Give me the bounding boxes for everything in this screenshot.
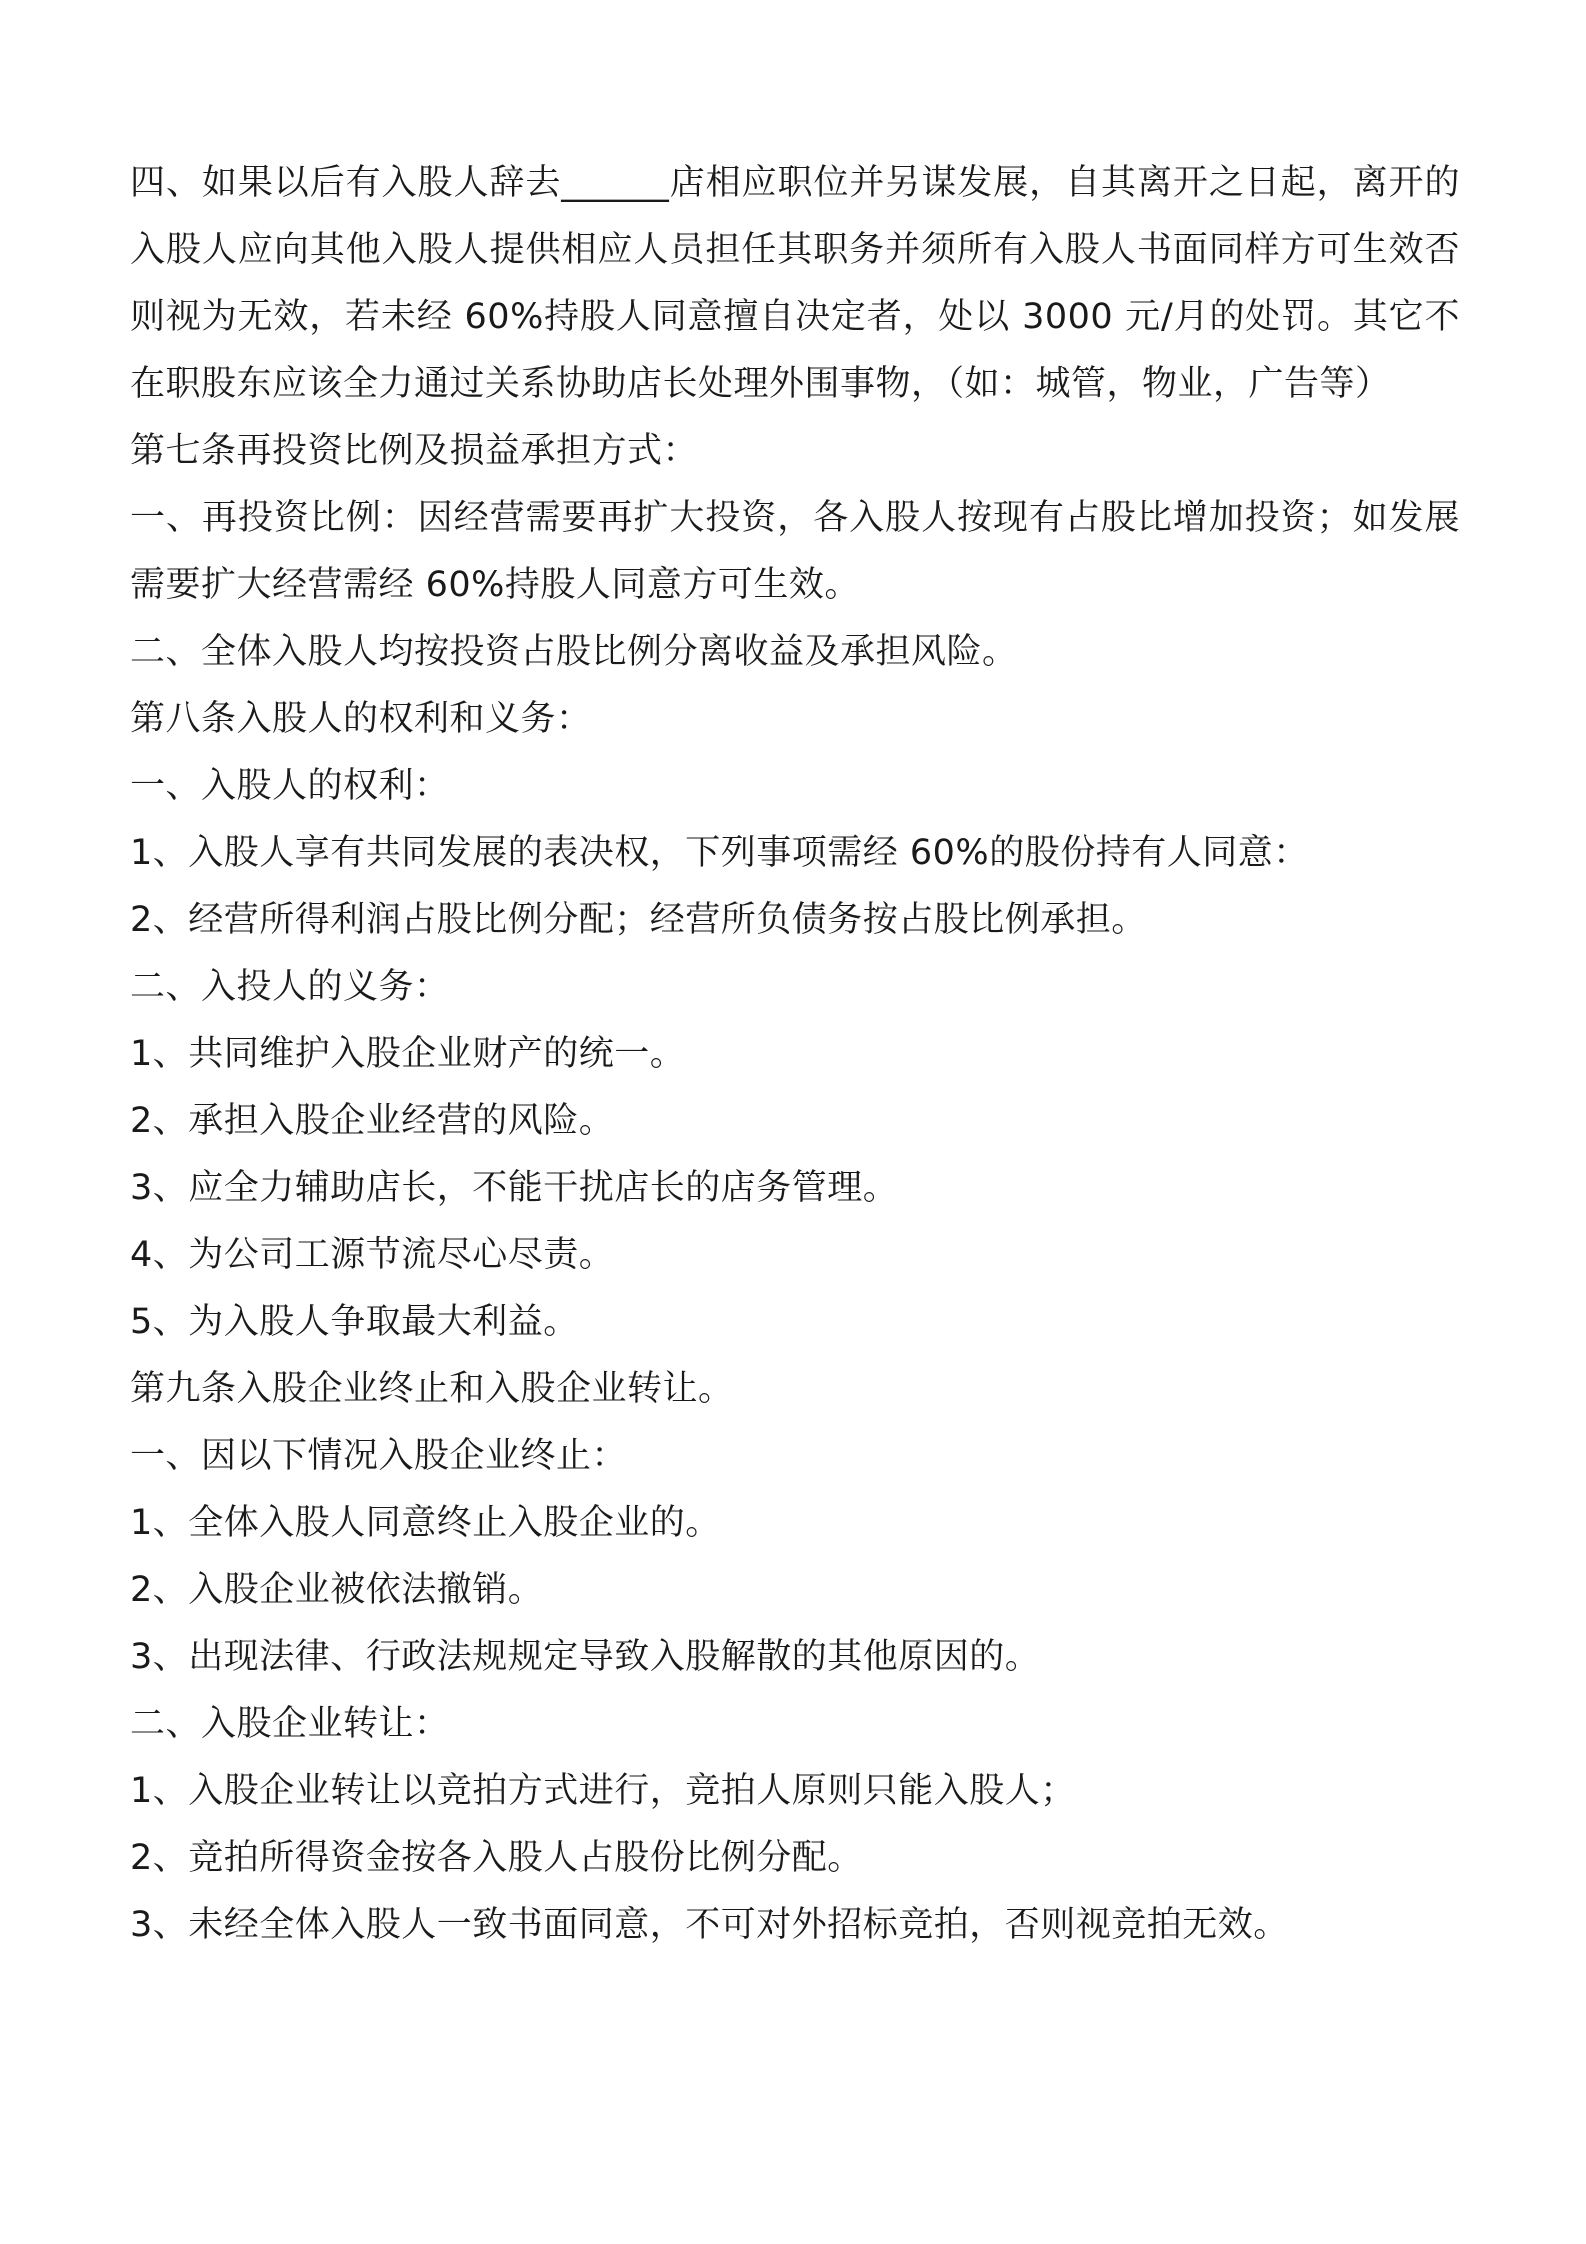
article-9-heading: 第九条入股企业终止和入股企业转让。	[130, 1369, 734, 1409]
article-7-heading: 第七条再投资比例及损益承担方式：	[130, 431, 699, 471]
article-9-termination-item-2: 2、入股企业被依法撤销。	[130, 1570, 544, 1610]
article-8-heading: 第八条入股人的权利和义务：	[130, 699, 592, 739]
article-9-termination-item-3: 3、出现法律、行政法规规定导致入股解散的其他原因的。	[130, 1637, 1041, 1677]
article-8-duties-item-1: 1、共同维护入股企业财产的统一。	[130, 1034, 686, 1074]
article-9-transfer-heading: 二、入股企业转让：	[130, 1704, 450, 1744]
clause-4-resignation: 四、如果以后有入股人辞去______店相应职位并另谋发展，自其离开之日起，离开的入股人应向其他入股人提供相应人员担任其职务并须所有入股人书面同样方可生效否则视为无效，若未经 60%持股人同意擅自决定者，处以 3000 元/月的处罚。其它不在职股东应该全力通过关系协助店长处理外围事物，（如：城管，物业，广告等）	[130, 163, 1460, 404]
article-9-transfer-item-3: 3、未经全体入股人一致书面同意，不可对外招标竞拍，否则视竞拍无效。	[130, 1905, 1289, 1945]
article-8-duties-item-4: 4、为公司工源节流尽心尽责。	[130, 1235, 615, 1275]
article-8-rights-heading: 一、入股人的权利：	[130, 766, 450, 806]
article-8-rights-item-1: 1、入股人享有共同发展的表决权，下列事项需经 60%的股份持有人同意：	[130, 833, 1309, 873]
article-8-duties-item-5: 5、为入股人争取最大利益。	[130, 1302, 579, 1342]
article-8-rights-item-2: 2、经营所得利润占股比例分配；经营所负债务按占股比例承担。	[130, 900, 1147, 940]
article-8-duties-item-2: 2、承担入股企业经营的风险。	[130, 1101, 615, 1141]
article-8-duties-item-3: 3、应全力辅助店长，不能干扰店长的店务管理。	[130, 1168, 899, 1208]
article-9-transfer-item-1: 1、入股企业转让以竞拍方式进行，竞拍人原则只能入股人；	[130, 1771, 1076, 1811]
article-7-item-2: 二、全体入股人均按投资占股比例分离收益及承担风险。	[130, 632, 1018, 672]
article-8-duties-heading: 二、入投人的义务：	[130, 967, 450, 1007]
article-7-item-1: 一、再投资比例：因经营需要再扩大投资，各入股人按现有占股比增加投资；如发展需要扩大经营需经 60%持股人同意方可生效。	[130, 498, 1460, 605]
article-9-termination-item-1: 1、全体入股人同意终止入股企业的。	[130, 1503, 721, 1543]
document-body	[130, 150, 1460, 1959]
article-9-termination-heading: 一、因以下情况入股企业终止：	[130, 1436, 628, 1476]
article-9-transfer-item-2: 2、竞拍所得资金按各入股人占股份比例分配。	[130, 1838, 863, 1878]
